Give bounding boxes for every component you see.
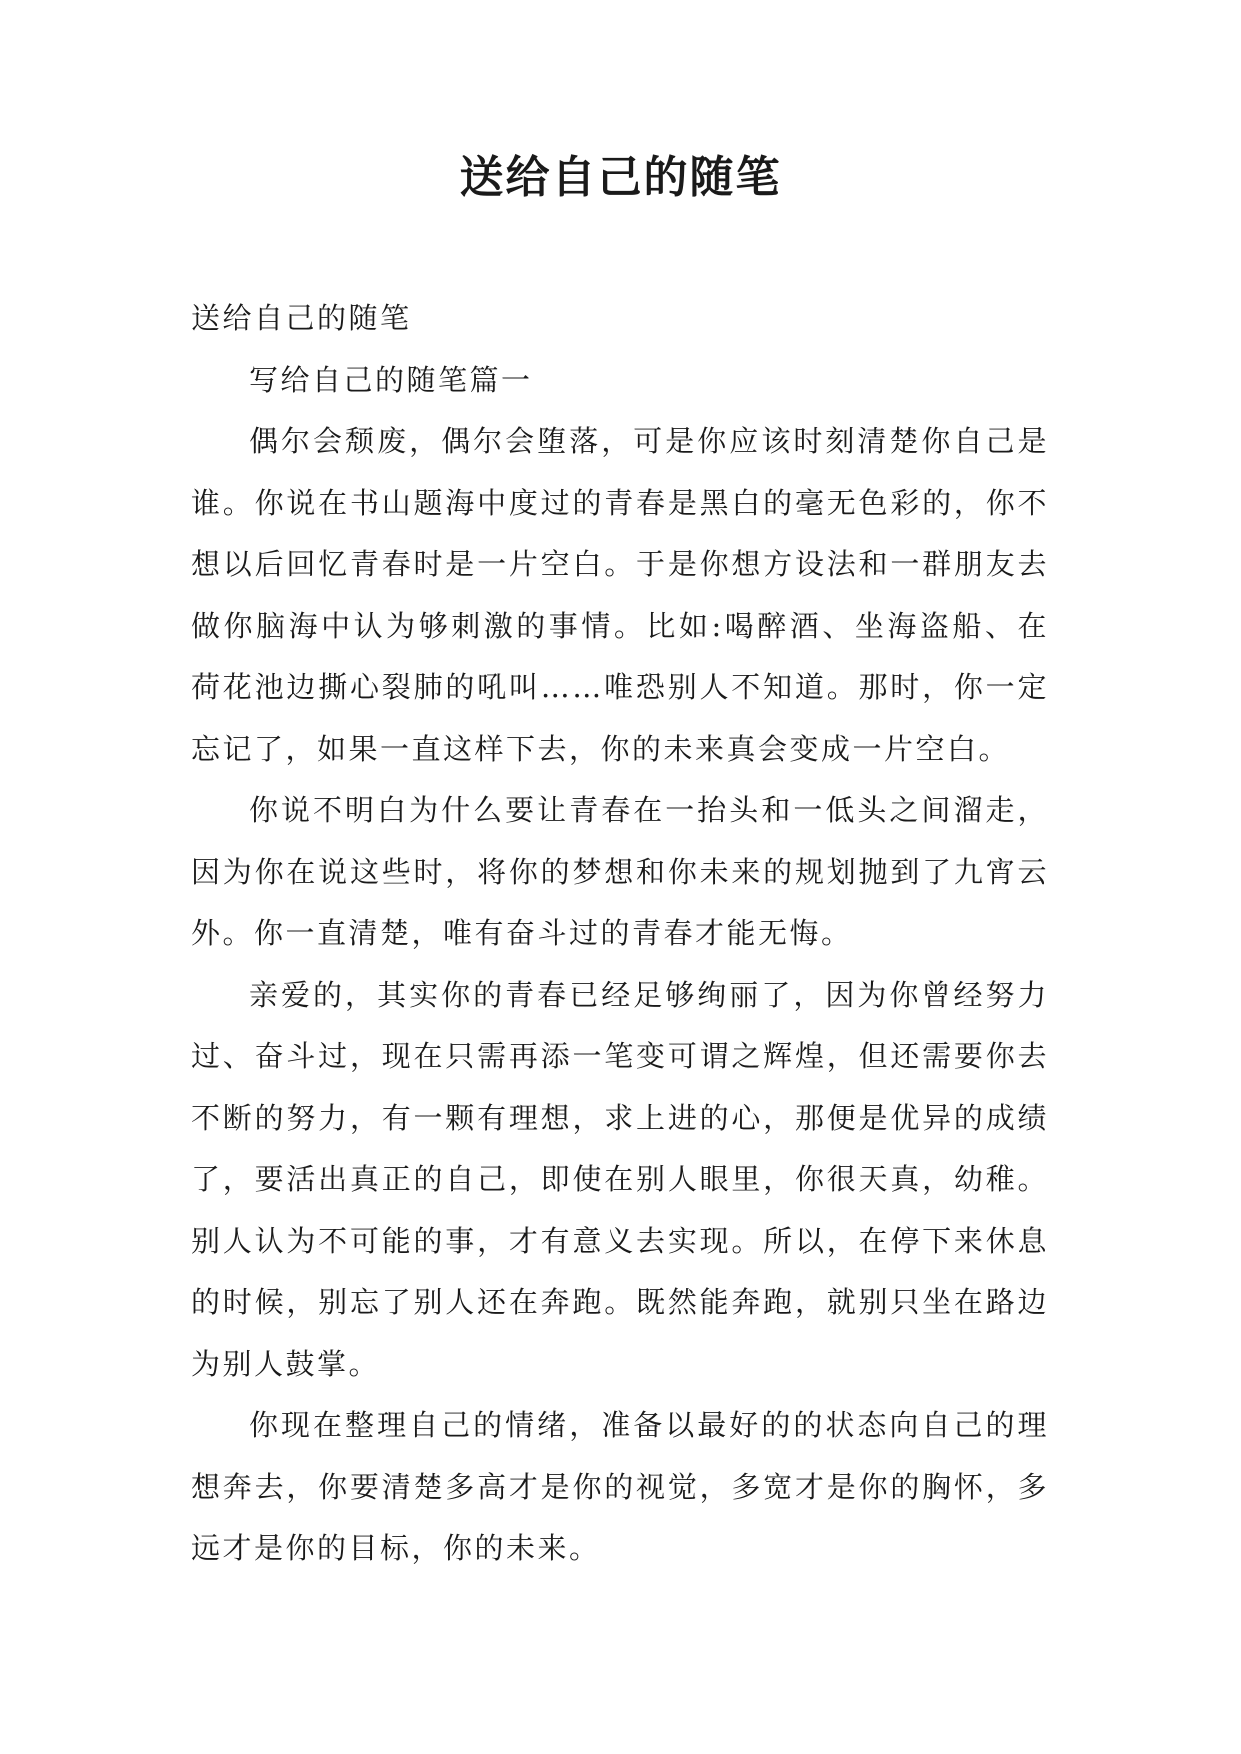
paragraph-1: 偶尔会颓废，偶尔会堕落，可是你应该时刻清楚你自己是谁。你说在书山题海中度过的青春是黑白的毫无色彩的，你不想以后回忆青春时是一片空白。于是你想方设法和一群朋友去做你脑海中认为够刺激的事情。比如:喝醉酒、坐海盗船、在荷花池边撕心裂肺的吼叫……唯恐别人不知道。那时，你一定忘记了，如果一直这样下去，你的未来真会变成一片空白。 <box>191 424 1049 766</box>
document-body <box>191 288 1049 1580</box>
document-title: 送给自己的随笔 <box>459 152 782 203</box>
paragraph-3: 亲爱的，其实你的青春已经足够绚丽了，因为你曾经努力过、奋斗过，现在只需再添一笔变可谓之辉煌，但还需要你去不断的努力，有一颗有理想，求上进的心，那便是优异的成绩了，要活出真正的自己，即使在别人眼里，你很天真，幼稚。别人认为不可能的事，才有意义去实现。所以，在停下来休息的时候，别忘了别人还在奔跑。既然能奔跑，就别只坐在路边为别人鼓掌。 <box>191 977 1049 1381</box>
paragraph-2: 你说不明白为什么要让青春在一抬头和一低头之间溜走，因为你在说这些时，将你的梦想和你未来的规划抛到了九宵云外。你一直清楚，唯有奋斗过的青春才能无悔。 <box>191 793 1049 950</box>
section-heading: 写给自己的随笔篇一 <box>249 362 533 397</box>
document-subtitle: 送给自己的随笔 <box>191 301 412 335</box>
paragraph-4: 你现在整理自己的情绪，准备以最好的的状态向自己的理想奔去，你要清楚多高才是你的视觉，多宽才是你的胸怀，多远才是你的目标，你的未来。 <box>191 1408 1049 1565</box>
